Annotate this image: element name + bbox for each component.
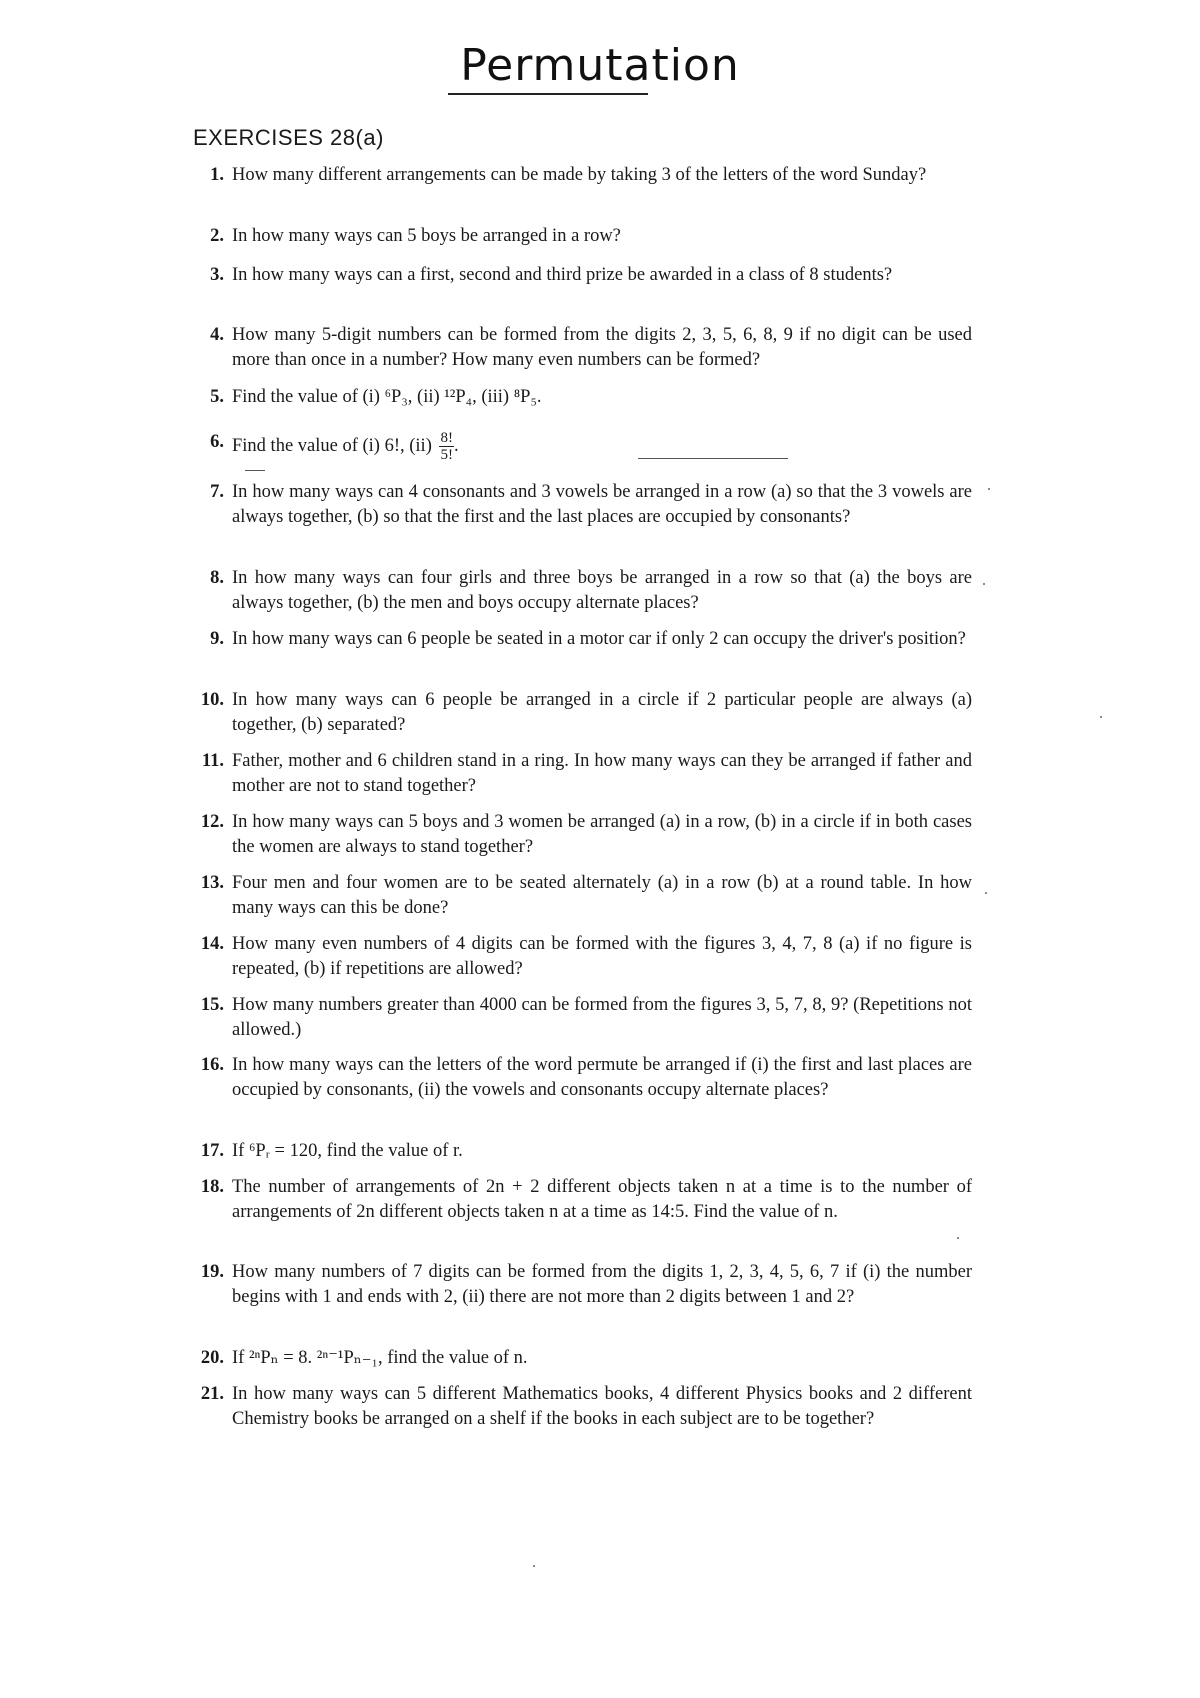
- exercise-item: [200, 1053, 972, 1103]
- exercise-text: Father, mother and 6 children stand in a ring. In how many ways can they be arranged if father and mother are not to stand together?: [232, 751, 972, 796]
- exercise-number: 18.: [200, 1177, 224, 1197]
- exercise-item: [200, 1346, 972, 1371]
- exercise-text: In how many ways can four girls and three boys be arranged in a row so that (a) the boys are always together, (b) the men and boys occupy alternate places?: [232, 568, 972, 613]
- exercise-item: [210, 263, 972, 288]
- exercise-item: [210, 566, 972, 616]
- fraction-numerator: 8!: [440, 430, 453, 446]
- exercise-number: 11.: [201, 751, 224, 771]
- exercise-item: [200, 932, 972, 982]
- exercise-item: [200, 993, 972, 1043]
- exercise-number: 10.: [200, 690, 224, 710]
- exercise-text: In how many ways can 6 people be seated in a motor car if only 2 can occupy the driver's position?: [232, 629, 966, 649]
- exercise-number: 1.: [210, 165, 224, 185]
- exercise-item: [200, 1382, 972, 1432]
- scan-artifact: [533, 1565, 535, 1567]
- exercise-text: Four men and four women are to be seated alternately (a) in a row (b) at a round table. In how many ways can this be done?: [232, 873, 972, 918]
- exercise-item: [200, 1139, 972, 1164]
- exercise-item: [200, 688, 972, 738]
- scan-artifact: [638, 458, 788, 459]
- exercise-number: 21.: [200, 1384, 224, 1404]
- exercise-number: 20.: [200, 1348, 224, 1368]
- exercise-text-tail: .: [453, 435, 459, 456]
- exercise-item: [201, 749, 972, 799]
- exercise-text: In how many ways can 5 boys and 3 women be arranged (a) in a row, (b) in a circle if in both cases the women are always to stand together?: [232, 812, 972, 857]
- exercise-number: 9.: [210, 629, 224, 649]
- page-title: Permutation: [460, 40, 740, 91]
- exercise-item: [200, 810, 972, 860]
- exercise-text: In how many ways can 6 people be arranged in a circle if 2 particular people are always (a) together, (b) separated?: [232, 690, 972, 735]
- exercise-text: How many numbers of 7 digits can be formed from the digits 1, 2, 3, 4, 5, 6, 7 if (i) the number begins with 1 and ends with 2, (ii) there are not more than 2 digits between 1 and 2?: [232, 1262, 972, 1307]
- exercise-item: [210, 323, 972, 373]
- exercise-item: [210, 224, 972, 249]
- exercise-number: 14.: [200, 934, 224, 954]
- exercise-item: [210, 480, 972, 530]
- exercise-text: The number of arrangements of 2n + 2 different objects taken n at a time is to the number of arrangements of 2n different objects taken n at a time as 14:5. Find the value of n.: [232, 1177, 972, 1222]
- exercise-number: 6.: [210, 432, 224, 452]
- exercise-text: In how many ways can a first, second and third prize be awarded in a class of 8 students?: [232, 265, 893, 285]
- exercise-number: 8.: [210, 568, 224, 588]
- exercise-number: 12.: [200, 812, 224, 832]
- fraction: [439, 430, 454, 463]
- exercise-number: 16.: [200, 1055, 224, 1075]
- scan-artifact: [988, 488, 990, 490]
- exercise-number: 2.: [210, 226, 224, 246]
- exercise-text-lead: Find the value of (i) 6!, (ii): [232, 435, 432, 456]
- exercise-text: In how many ways can 4 consonants and 3 vowels be arranged in a row (a) so that the 3 vowels are always together, (b) so that the first and the last places are occupied by consonants?: [232, 482, 972, 527]
- exercise-text: If ⁶Pᵣ = 120, find the value of r.: [232, 1141, 463, 1161]
- scan-artifact: [983, 583, 985, 585]
- scan-artifact: [985, 892, 987, 894]
- exercise-text: How many even numbers of 4 digits can be formed with the figures 3, 4, 7, 8 (a) if no figure is repeated, (b) if repetitions are allowed?: [232, 934, 972, 979]
- exercise-text: How many numbers greater than 4000 can be formed from the figures 3, 5, 7, 8, 9? (Repetitions not allowed.): [232, 995, 972, 1040]
- exercise-text: In how many ways can 5 boys be arranged in a row?: [232, 226, 621, 246]
- exercise-text: How many 5-digit numbers can be formed from the digits 2, 3, 5, 6, 8, 9 if no digit can be used more than once in a number? How many even numbers can be formed?: [232, 325, 972, 370]
- exercise-number: 13.: [200, 873, 224, 893]
- scan-artifact: [245, 470, 265, 471]
- exercise-number: 19.: [200, 1262, 224, 1282]
- exercise-number: 4.: [210, 325, 224, 345]
- exercise-number: 5.: [210, 387, 224, 407]
- scan-artifact: [1100, 716, 1102, 718]
- exercise-number: 7.: [210, 482, 224, 502]
- exercise-text: How many different arrangements can be made by taking 3 of the letters of the word Sunday?: [232, 165, 927, 185]
- exercise-number: 3.: [210, 265, 224, 285]
- exercise-item: [210, 627, 972, 652]
- exercise-text: If ²ⁿPₙ = 8. ²ⁿ⁻¹Pₙ₋₁, find the value of n.: [232, 1348, 528, 1368]
- exercise-text: Find the value of (i) ⁶P₃, (ii) ¹²P₄, (iii) ⁸P₅.: [232, 387, 542, 407]
- exercise-item: [200, 1175, 972, 1225]
- exercise-item: [210, 163, 972, 188]
- exercise-number: 15.: [200, 995, 224, 1015]
- exercise-item: [210, 430, 972, 463]
- exercise-text: [232, 430, 972, 463]
- exercises-heading: EXERCISES 28(a): [193, 125, 384, 150]
- exercise-text: In how many ways can 5 different Mathematics books, 4 different Physics books and 2 different Chemistry books be arranged on a shelf if the books in each subject are to be together?: [232, 1384, 972, 1429]
- exercise-number: 17.: [200, 1141, 224, 1161]
- exercise-item: [200, 1260, 972, 1310]
- exercise-item: [200, 871, 972, 921]
- scan-artifact: [957, 1237, 959, 1239]
- fraction-denominator: 5!: [440, 447, 453, 463]
- exercise-text: In how many ways can the letters of the word permute be arranged if (i) the first and last places are occupied by consonants, (ii) the vowels and consonants occupy alternate places?: [232, 1055, 972, 1100]
- exercise-item: [210, 385, 972, 410]
